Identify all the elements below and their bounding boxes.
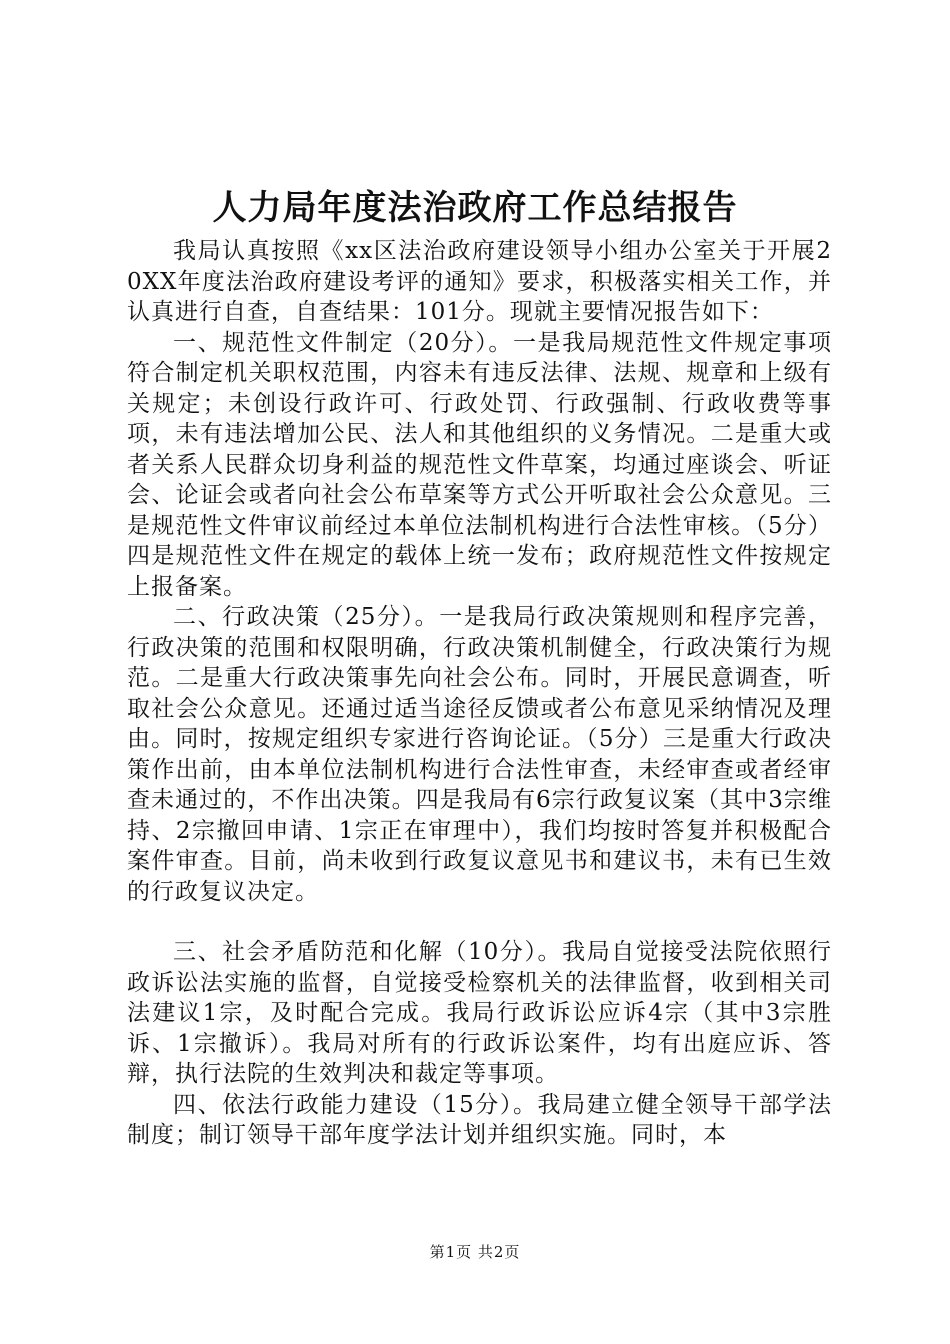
paragraph-section-3: 三、社会矛盾防范和化解（10分）。我局自觉接受法院依照行政诉讼法实施的监督，自觉接受检察机关的法律监督，收到相关司法建议1宗，及时配合完成。我局行政诉讼应诉4宗（其中3宗胜诉、1宗撤诉）。我局对所有的行政诉讼案件，均有出庭应诉、答辩，执行法院的生效判决和裁定等事项。: [127, 939, 832, 1087]
paragraph-section-2: 二、行政决策（25分）。一是我局行政决策规则和程序完善，行政决策的范围和权限明确，行政决策机制健全，行政决策行为规范。二是重大行政决策事先向社会公布。同时，开展民意调查，听取社会公众意见。还通过适当途径反馈或者公布意见采纳情况及理由。同时，按规定组织专家进行咨询论证。（5分）三是重大行政决策作出前，由本单位法制机构进行合法性审查，未经审查或者经审查未通过的，不作出决策。四是我局有6宗行政复议案（其中3宗维持、2宗撤回申请、1宗正在审理中），我们均按时答复并积极配合案件审查。目前，尚未收到行政复议意见书和建议书，未有已生效的行政复议决定。: [127, 604, 832, 905]
page-number-footer: 第1页 共2页: [429, 1243, 521, 1261]
document-body: [127, 236, 832, 1151]
paragraph-section-4: 四、依法行政能力建设（15分）。我局建立健全领导干部学法制度；制订领导干部年度学法计划并组织实施。同时，本: [127, 1091, 832, 1148]
paragraph-section-1: 一、规范性文件制定（20分）。一是我局规范性文件规定事项符合制定机关职权范围，内容未有违反法律、法规、规章和上级有关规定；未创设行政许可、行政处罚、行政强制、行政收费等事项，未有违法增加公民、法人和其他组织的义务情况。二是重大或者关系人民群众切身利益的规范性文件草案，均通过座谈会、听证会、论证会或者向社会公布草案等方式公开听取社会公众意见。三是规范性文件审议前经过本单位法制机构进行合法性审核。（5分）四是规范性文件在规定的载体上统一发布；政府规范性文件按规定上报备案。: [127, 329, 832, 600]
document-title: 人力局年度法治政府工作总结报告: [212, 188, 738, 228]
paragraph-intro: 我局认真按照《xx区法治政府建设领导小组办公室关于开展20XX年度法治政府建设考评的通知》要求，积极落实相关工作，并认真进行自查，自查结果：101分。现就主要情况报告如下：: [127, 238, 832, 325]
